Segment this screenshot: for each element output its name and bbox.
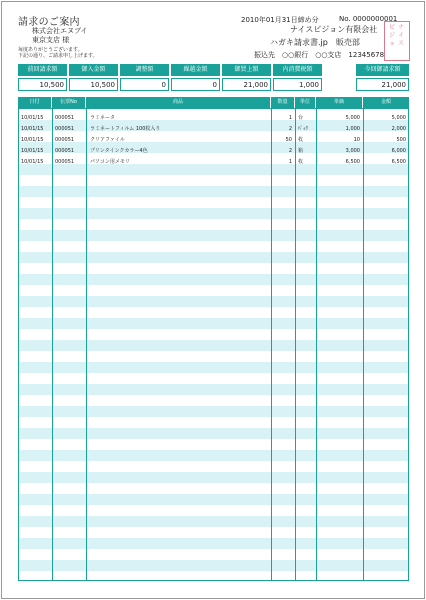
- seal-char: イ: [398, 32, 405, 39]
- summary-header-received: 御入金額: [69, 64, 118, 76]
- cell-slip-no: 000051: [55, 159, 75, 165]
- column-header-unit: 単位: [295, 97, 315, 108]
- summary-header-tax: 内消費税額: [273, 64, 322, 76]
- summary-value-previous: 10,500: [18, 78, 67, 91]
- issuer-company: ナイスビジョン有限会社: [290, 25, 378, 34]
- cell-quantity: 1: [288, 115, 292, 121]
- cell-date: 10/01/15: [21, 126, 44, 132]
- cell-unit-price: 6,500: [345, 159, 360, 165]
- page-title: 請求のご案内: [18, 17, 80, 28]
- cell-slip-no: 000051: [55, 137, 75, 143]
- summary-header-total: 今回御請求額: [356, 64, 409, 76]
- summary-value-received: 10,500: [69, 78, 118, 91]
- cell-amount: 2,000: [391, 126, 406, 132]
- cell-slip-no: 000051: [55, 126, 75, 132]
- column-divider: [363, 109, 364, 580]
- greeting-line-1: 毎度ありがとうございます。: [18, 47, 83, 53]
- summary-header-adjustment: 調整額: [120, 64, 169, 76]
- row-band: [19, 208, 408, 219]
- column-divider: [52, 109, 53, 580]
- cell-unit: ﾊﾟｯｸ: [298, 126, 309, 132]
- company-seal: [384, 21, 410, 61]
- row-band: [19, 318, 408, 329]
- cell-unit: 枚: [298, 159, 304, 165]
- cell-unit-price: 10: [353, 137, 360, 143]
- customer-company: 株式会社エヌブイ: [32, 27, 88, 35]
- column-divider: [86, 109, 87, 580]
- bank-info: 振込先 ○○銀行 ○○支店 12345678: [254, 51, 385, 59]
- row-band: [19, 384, 408, 395]
- cell-date: 10/01/15: [21, 159, 44, 165]
- row-band: [19, 538, 408, 549]
- cell-date: 10/01/15: [21, 137, 44, 143]
- cell-quantity: 50: [285, 137, 292, 143]
- customer-branch: 東京支店 様: [32, 36, 70, 44]
- row-band: [19, 230, 408, 241]
- summary-value-adjustment: 0: [120, 78, 169, 91]
- row-band: [19, 516, 408, 527]
- issuer-department: ハガキ請求書.jp 販売部: [270, 38, 360, 47]
- column-header-product: 商品: [86, 97, 270, 108]
- cell-unit: 枚: [298, 137, 304, 143]
- row-band: [19, 340, 408, 351]
- summary-value-purchases: 21,000: [222, 78, 271, 91]
- cell-quantity: 2: [288, 148, 292, 154]
- seal-char: ナ: [398, 24, 405, 31]
- column-divider: [295, 109, 296, 580]
- summary-value-tax: 1,000: [273, 78, 322, 91]
- column-header-date: 日付: [18, 97, 51, 108]
- row-band: [19, 186, 408, 197]
- cell-unit-price: 5,000: [345, 115, 360, 121]
- row-band: [19, 450, 408, 461]
- row-band: [19, 362, 408, 373]
- seal-char: ョ: [389, 40, 396, 47]
- document-number: No. 0000000001: [339, 15, 398, 23]
- summary-value-carryover: 0: [171, 78, 220, 91]
- cell-product: ラミネートフィルム 100枚入り: [90, 126, 161, 132]
- row-band: [19, 472, 408, 483]
- closing-date: 2010年01月31日締め分: [241, 16, 319, 24]
- cell-amount: 6,500: [391, 159, 406, 165]
- cell-amount: 6,000: [391, 148, 406, 154]
- seal-char: ス: [398, 40, 405, 47]
- cell-product: クリアファイル: [90, 137, 125, 143]
- cell-quantity: 2: [288, 126, 292, 132]
- summary-header-carryover: 繰越金額: [171, 64, 220, 76]
- cell-product: パソコン用メモリ: [90, 159, 130, 165]
- column-header-slip-no: 伝票No: [52, 97, 85, 108]
- cell-unit: 台: [298, 115, 304, 121]
- cell-unit-price: 1,000: [345, 126, 360, 132]
- column-header-quantity: 数量: [271, 97, 294, 108]
- cell-date: 10/01/15: [21, 148, 44, 154]
- cell-date: 10/01/15: [21, 115, 44, 121]
- summary-header-previous: 前回請求額: [18, 64, 67, 76]
- cell-unit-price: 3,000: [345, 148, 360, 154]
- row-band: [19, 560, 408, 571]
- column-divider: [316, 109, 317, 580]
- column-header-unit-price: 単価: [316, 97, 362, 108]
- row-band: [19, 428, 408, 439]
- summary-header-purchases: 御買上額: [222, 64, 271, 76]
- cell-amount: 500: [396, 137, 406, 143]
- cell-amount: 5,000: [391, 115, 406, 121]
- cell-slip-no: 000051: [55, 148, 75, 154]
- seal-char: ジ: [389, 32, 396, 39]
- row-band: [19, 274, 408, 285]
- row-band: [19, 406, 408, 417]
- detail-table: [18, 108, 409, 581]
- cell-product: プリンタインクカラー4色: [90, 148, 148, 154]
- column-divider: [271, 109, 272, 580]
- row-band: [19, 494, 408, 505]
- seal-char: ビ: [389, 24, 396, 31]
- cell-quantity: 1: [288, 159, 292, 165]
- cell-slip-no: 000051: [55, 115, 75, 121]
- greeting-line-2: 下記の通り、ご請求申し上げます。: [18, 53, 98, 59]
- cell-unit: 箱: [298, 148, 304, 154]
- column-header-amount: 金額: [363, 97, 409, 108]
- summary-value-total: 21,000: [356, 78, 409, 91]
- cell-product: ラミネータ: [90, 115, 116, 121]
- row-band: [19, 296, 408, 307]
- row-band: [19, 252, 408, 263]
